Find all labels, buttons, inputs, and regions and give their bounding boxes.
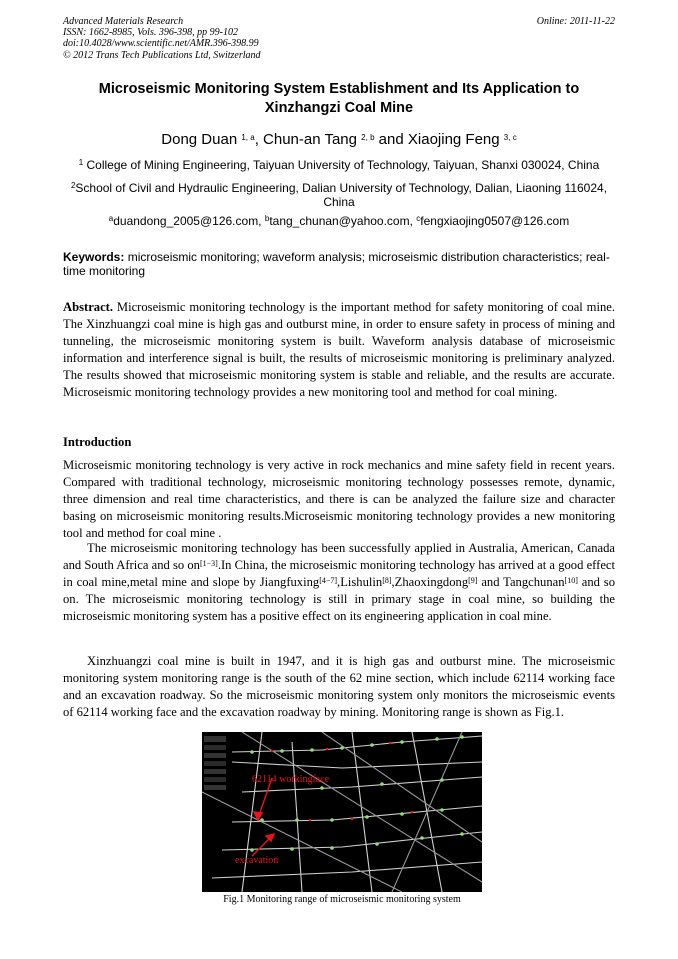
excavation-label: excavation	[235, 855, 279, 866]
author-2-sup: 2, b	[361, 133, 375, 142]
author-sep: ,	[254, 131, 264, 148]
section-heading-introduction: Introduction	[63, 435, 132, 449]
email-a-sup: a	[108, 214, 114, 223]
paper-title	[60, 80, 618, 118]
author-list	[60, 130, 618, 150]
author-1-sup: 1, a	[241, 133, 255, 142]
figure-1-caption: Fig.1 Monitoring range of microseismic monitoring system	[223, 894, 461, 905]
email-a[interactable]: duandong_2005@126.com,	[113, 214, 265, 228]
journal-header	[63, 16, 261, 61]
text-run: and so on. The microseismic monitoring technology is still in primary stage in coal mine, so building the microseismic monitoring system has a positive effect on its engineering application in coal mine.	[63, 575, 615, 624]
affiliation-2	[60, 181, 618, 209]
author-3-sup: 3, c	[503, 133, 517, 142]
citation[interactable]: [10]	[564, 576, 578, 586]
keywords-label: Keywords:	[63, 250, 125, 264]
workface-label: 62114 workingface	[252, 774, 330, 785]
text-run: The microseismic monitoring technology has been successfully applied in Australia, American, Canada and South Africa and so on	[63, 541, 615, 573]
affiliation-1	[60, 158, 618, 172]
figure-background	[202, 732, 482, 892]
email-b[interactable]: tang_chunan@yahoo.com,	[269, 214, 417, 228]
citation[interactable]: [1−3]	[199, 559, 218, 569]
intro-paragraph-3: Xinzhuangzi coal mine is built in 1947, and it is high gas and outburst mine. The microseismic monitoring system monitoring range is the south of the 62 mine section, which include 62114 working face and an excavation roadway. So the microseismic monitoring system only monitors the microseismic events of 62114 working face and the excavation roadway by mining. Monitoring range is shown as Fig.1.	[63, 654, 615, 720]
affiliation-1-sup: 1	[78, 158, 84, 167]
email-list	[60, 214, 618, 228]
affiliation-2-text: School of Civil and Hydraulic Engineering, Dalian University of Technology, Dalian, Liaoning 116024, China	[75, 181, 608, 209]
intro-paragraph-2	[63, 540, 615, 625]
author-1: Dong Duan	[161, 131, 238, 148]
doi: doi:10.4028/www.scientific.net/AMR.396-398.99	[63, 38, 259, 50]
copyright: © 2012 Trans Tech Publications Ltd, Switzerland	[63, 49, 261, 61]
email-b-sup: b	[264, 214, 270, 223]
intro-paragraph-1: Microseismic monitoring technology is very active in rock mechanics and mine safety field in recent years. Compared with traditional technology, microseismic monitoring technology possesses remote, dynamic, three dimension and real time characteristics, and there is can be analyzed the failure size and character basing on microseismic monitoring results.Microseismic monitoring technology provides a new monitoring tool and method for coal mine .	[63, 458, 615, 541]
title-line-2: Xinzhangzi Coal Mine	[264, 100, 414, 116]
abstract-text: Microseismic monitoring technology is the important method for safety monitoring of coal mine. The Xinzhuangzi coal mine is high gas and outburst mine, in order to ensure safety in process of mining and tunneling, the microseismic monitoring system is built. Waveform analysis database of microseismic information and interference signal is built, the results of microseismic monitoring is preliminary analyzed. The results showed that microseismic monitoring system is stable and reliable, and the results are accurate. Microseismic monitoring technology provides a new monitoring tool and method for coal mining.	[63, 300, 615, 400]
online-date: Online: 2011-11-22	[536, 16, 615, 27]
mine-network-diagram	[202, 732, 482, 892]
keywords	[63, 250, 615, 278]
abstract-label: Abstract.	[63, 300, 114, 314]
author-sep: and	[374, 131, 408, 148]
title-line-1: Microseismic Monitoring System Establishment and Its Application to	[98, 81, 580, 97]
email-c-sup: c	[416, 214, 421, 223]
journal-name: Advanced Materials Research	[63, 16, 184, 27]
author-3: Xiaojing Feng	[407, 131, 500, 148]
text-run: and Tangchunan	[477, 575, 565, 590]
citation[interactable]: [4−7]	[319, 576, 338, 586]
citation[interactable]: [8]	[382, 576, 392, 586]
text-run: ,Lishulin	[337, 575, 383, 590]
issn: ISSN: 1662-8985, Vols. 396-398, pp 99-102	[63, 27, 238, 39]
keywords-text: microseismic monitoring; waveform analysis; microseismic distribution characteristics; real-time monitoring	[63, 250, 610, 278]
text-run: ,Zhaoxingdong	[391, 575, 469, 590]
affiliation-2-sup: 2	[70, 181, 76, 190]
figure-1-image	[202, 732, 482, 892]
citation[interactable]: [9]	[468, 576, 478, 586]
abstract	[63, 299, 615, 402]
affiliation-1-text: College of Mining Engineering, Taiyuan University of Technology, Taiyuan, Shanxi 030024, China	[83, 158, 600, 172]
author-2: Chun-an Tang	[263, 131, 357, 148]
email-c[interactable]: fengxiaojing0507@126.com	[420, 214, 570, 228]
text-run: .In China, the microseismic monitoring technology has arrived at a good effect in coal mine,metal mine and slope by Jiangfuxing	[63, 558, 615, 590]
